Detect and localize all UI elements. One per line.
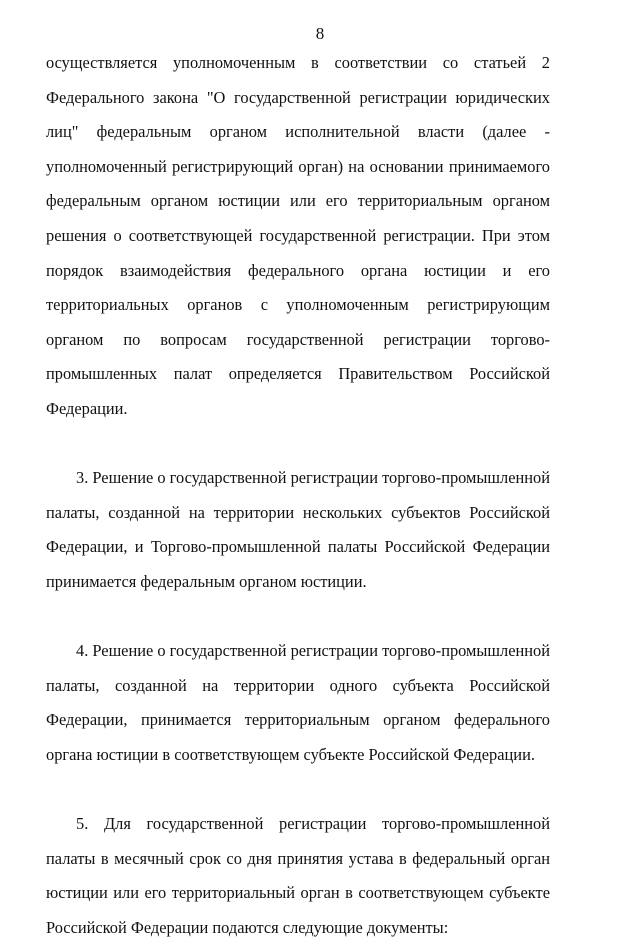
- paragraph-item-3: 3. Решение о государственной регистрации торгово-промышленной палаты, созданной на территории нескольких субъектов Российской Федерации, и Торгово-промышленной палаты Российской Федерации принимается федеральным органом юстиции.: [46, 468, 551, 591]
- paragraph-item-4: 4. Решение о государственной регистрации торгово-промышленной палаты, созданной на территории одного субъекта Российской Федерации, принимается территориальным органом федерального органа юстиции в соответствующем субъекте Российской Федерации.: [46, 641, 551, 764]
- paragraph-continuation: осуществляется уполномоченным в соответствии со статьей 2 Федерального закона "О государственной регистрации юридических лиц" федеральным органом исполнительной власти (далее - уполномоченный регистрирующий орган) на основании принимаемого федеральным органом юстиции или его территориальным органом решения о соответствующей государственной регистрации. При этом порядок взаимодействия федерального органа юстиции и его территориальных органов с уполномоченным регистрирующим органом по вопросам государственной регистрации торгово-промышленных палат определяется Правительством Российской Федерации.: [46, 53, 550, 418]
- page-number: 8: [315, 24, 325, 43]
- document-body: [46, 46, 550, 945]
- paragraph-item-5: 5. Для государственной регистрации торгово-промышленной палаты в месячный срок со дня принятия устава в федеральный орган юстиции или его территориальный орган в соответствующем субъекте Российской Федерации подаются следующие документы:: [46, 814, 550, 937]
